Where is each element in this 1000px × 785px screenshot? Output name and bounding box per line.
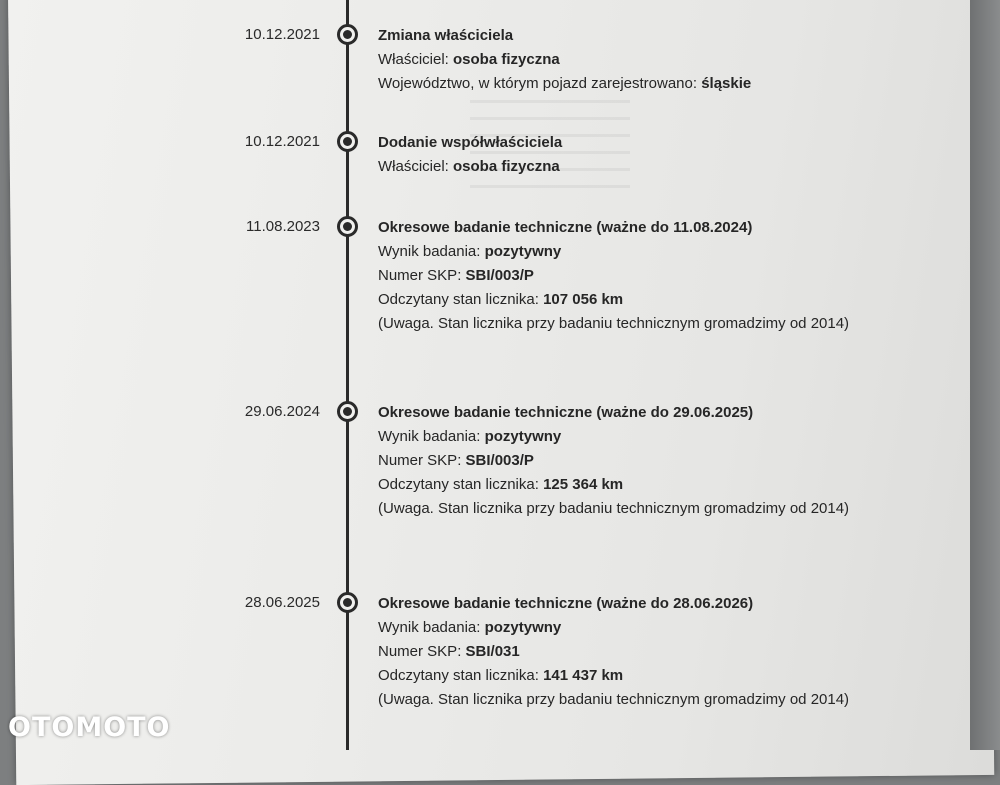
entry-note: (Uwaga. Stan licznika przy badaniu technicznym gromadzimy od 2014) bbox=[378, 500, 850, 517]
entry-note: (Uwaga. Stan licznika przy badaniu technicznym gromadzimy od 2014) bbox=[378, 691, 850, 708]
timeline-marker-icon bbox=[337, 24, 358, 45]
entry-date: 10.12.2021 bbox=[244, 133, 320, 150]
timeline-marker-icon bbox=[337, 592, 358, 613]
line-label: Odczytany stan licznika: bbox=[378, 291, 544, 308]
line-value: osoba fizyczna bbox=[453, 51, 560, 68]
entry-content bbox=[378, 592, 898, 712]
line-label: Województwo, w którym pojazd zarejestrowano: bbox=[378, 75, 702, 92]
timeline-line bbox=[346, 0, 349, 750]
line-value: osoba fizyczna bbox=[453, 158, 560, 175]
entry-title: Dodanie współwłaściciela bbox=[378, 134, 563, 151]
line-value: pozytywny bbox=[484, 619, 562, 636]
entry-line bbox=[378, 449, 898, 473]
entry-date: 11.08.2023 bbox=[246, 218, 320, 235]
entry-title: Okresowe badanie techniczne (ważne do 11.08.2024) bbox=[378, 219, 753, 236]
entry-line bbox=[378, 240, 898, 264]
line-label: Właściciel: bbox=[378, 51, 454, 68]
line-value: 107 056 km bbox=[543, 291, 624, 308]
line-label: Numer SKP: bbox=[378, 643, 466, 660]
entry-note: (Uwaga. Stan licznika przy badaniu technicznym gromadzimy od 2014) bbox=[378, 315, 850, 332]
entry-date: 29.06.2024 bbox=[244, 403, 320, 420]
timeline-marker-icon bbox=[337, 131, 358, 152]
entry-line bbox=[378, 616, 898, 640]
line-value: SBI/003/P bbox=[465, 267, 534, 284]
entry-line bbox=[378, 664, 898, 688]
line-label: Odczytany stan licznika: bbox=[378, 667, 544, 684]
line-value: pozytywny bbox=[484, 243, 562, 260]
line-label: Właściciel: bbox=[378, 158, 454, 175]
line-value: 125 364 km bbox=[543, 476, 624, 493]
line-label: Wynik badania: bbox=[378, 428, 485, 445]
line-label: Odczytany stan licznika: bbox=[378, 476, 544, 493]
timeline-marker-icon bbox=[337, 401, 358, 422]
timeline-marker-icon bbox=[337, 216, 358, 237]
line-value: śląskie bbox=[701, 75, 752, 92]
line-label: Numer SKP: bbox=[378, 452, 466, 469]
entry-line bbox=[378, 473, 898, 497]
entry-date: 10.12.2021 bbox=[244, 26, 320, 43]
entry-title: Okresowe badanie techniczne (ważne do 28.06.2026) bbox=[378, 595, 754, 612]
entry-title: Okresowe badanie techniczne (ważne do 29.06.2025) bbox=[378, 404, 754, 421]
line-label: Numer SKP: bbox=[378, 267, 466, 284]
entry-line bbox=[378, 155, 898, 179]
background-edge bbox=[970, 0, 1000, 750]
line-label: Wynik badania: bbox=[378, 243, 485, 260]
line-value: pozytywny bbox=[484, 428, 562, 445]
entry-content bbox=[378, 24, 898, 96]
entry-content bbox=[378, 216, 898, 336]
line-value: 141 437 km bbox=[543, 667, 624, 684]
entry-line bbox=[378, 48, 898, 72]
entry-content bbox=[378, 401, 898, 521]
entry-line bbox=[378, 264, 898, 288]
line-value: SBI/031 bbox=[465, 643, 520, 660]
line-value: SBI/003/P bbox=[465, 452, 534, 469]
entry-date: 28.06.2025 bbox=[244, 594, 320, 611]
entry-title: Zmiana właściciela bbox=[378, 27, 514, 44]
entry-line bbox=[378, 425, 898, 449]
entry-line bbox=[378, 72, 898, 96]
line-label: Wynik badania: bbox=[378, 619, 485, 636]
otomoto-watermark-logo: OTOMOTO bbox=[8, 712, 171, 743]
entry-content bbox=[378, 131, 898, 179]
entry-line bbox=[378, 288, 898, 312]
entry-line bbox=[378, 640, 898, 664]
